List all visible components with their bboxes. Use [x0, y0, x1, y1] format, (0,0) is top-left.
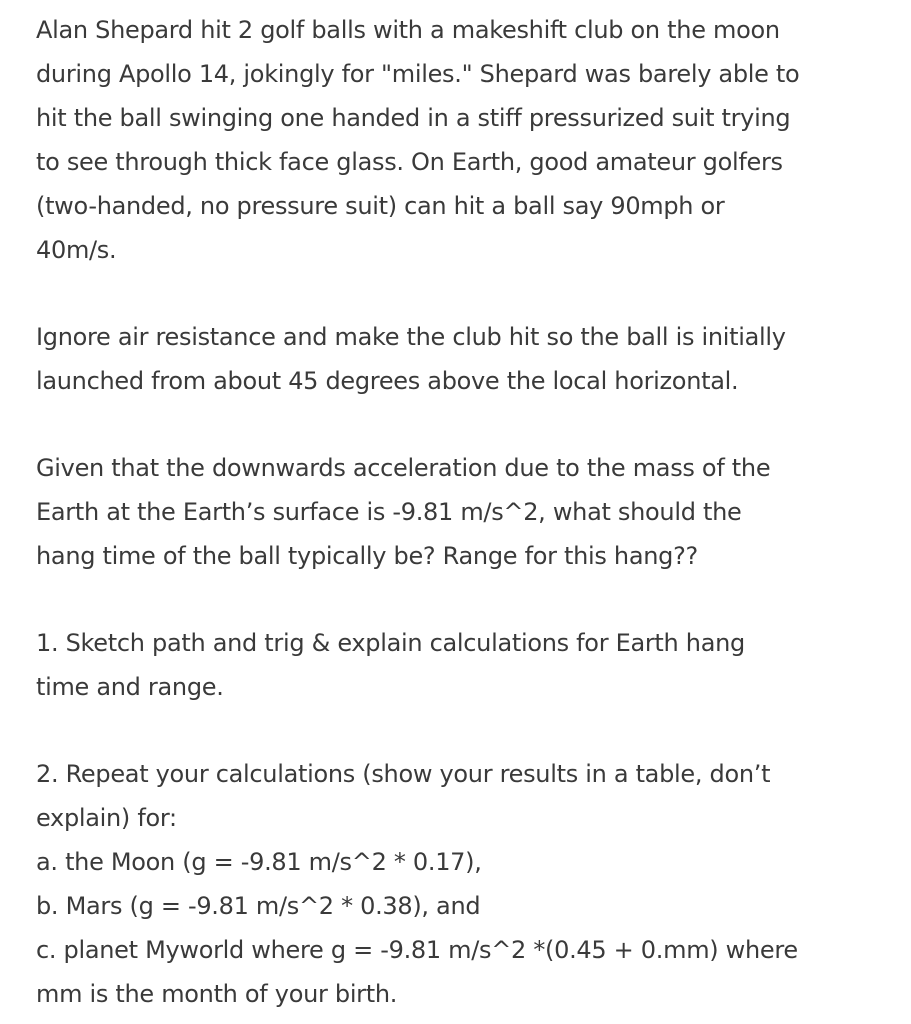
text-line: Alan Shepard hit 2 golf balls with a makeshift club on the moon [36, 16, 780, 44]
text-line: hit the ball swinging one handed in a stiff pressurized suit trying [36, 104, 791, 132]
paragraph-intro [36, 8, 896, 272]
paragraph-task-1 [36, 621, 896, 709]
text-line: to see through thick face glass. On Earth, good amateur golfers [36, 148, 783, 176]
text-line: (two-handed, no pressure suit) can hit a ball say 90mph or [36, 192, 725, 220]
text-line: Earth at the Earth’s surface is -9.81 m/s^2, what should the [36, 498, 742, 526]
text-line: 2. Repeat your calculations (show your results in a table, don’t [36, 760, 771, 788]
document-body [36, 8, 896, 1016]
text-line: 40m/s. [36, 236, 117, 264]
text-line: time and range. [36, 673, 224, 701]
paragraph-assumptions [36, 315, 896, 403]
paragraph-gap [36, 272, 896, 315]
paragraph-gap [36, 709, 896, 752]
text-line: explain) for: [36, 804, 177, 832]
text-line: hang time of the ball typically be? Range for this hang?? [36, 542, 698, 570]
paragraph-gap [36, 578, 896, 621]
paragraph-gap [36, 403, 896, 446]
text-line: 1. Sketch path and trig & explain calculations for Earth hang [36, 629, 745, 657]
text-line: during Apollo 14, jokingly for "miles." Shepard was barely able to [36, 60, 800, 88]
paragraph-task-2 [36, 752, 896, 1016]
text-line: a. the Moon (g = -9.81 m/s^2 * 0.17), [36, 848, 482, 876]
text-line: mm is the month of your birth. [36, 980, 398, 1008]
paragraph-question [36, 446, 896, 578]
text-line: Given that the downwards acceleration due to the mass of the [36, 454, 771, 482]
text-line: b. Mars (g = -9.81 m/s^2 * 0.38), and [36, 892, 481, 920]
text-line: c. planet Myworld where g = -9.81 m/s^2 *(0.45 + 0.mm) where [36, 936, 798, 964]
text-line: Ignore air resistance and make the club hit so the ball is initially [36, 323, 786, 351]
text-line: launched from about 45 degrees above the local horizontal. [36, 367, 739, 395]
